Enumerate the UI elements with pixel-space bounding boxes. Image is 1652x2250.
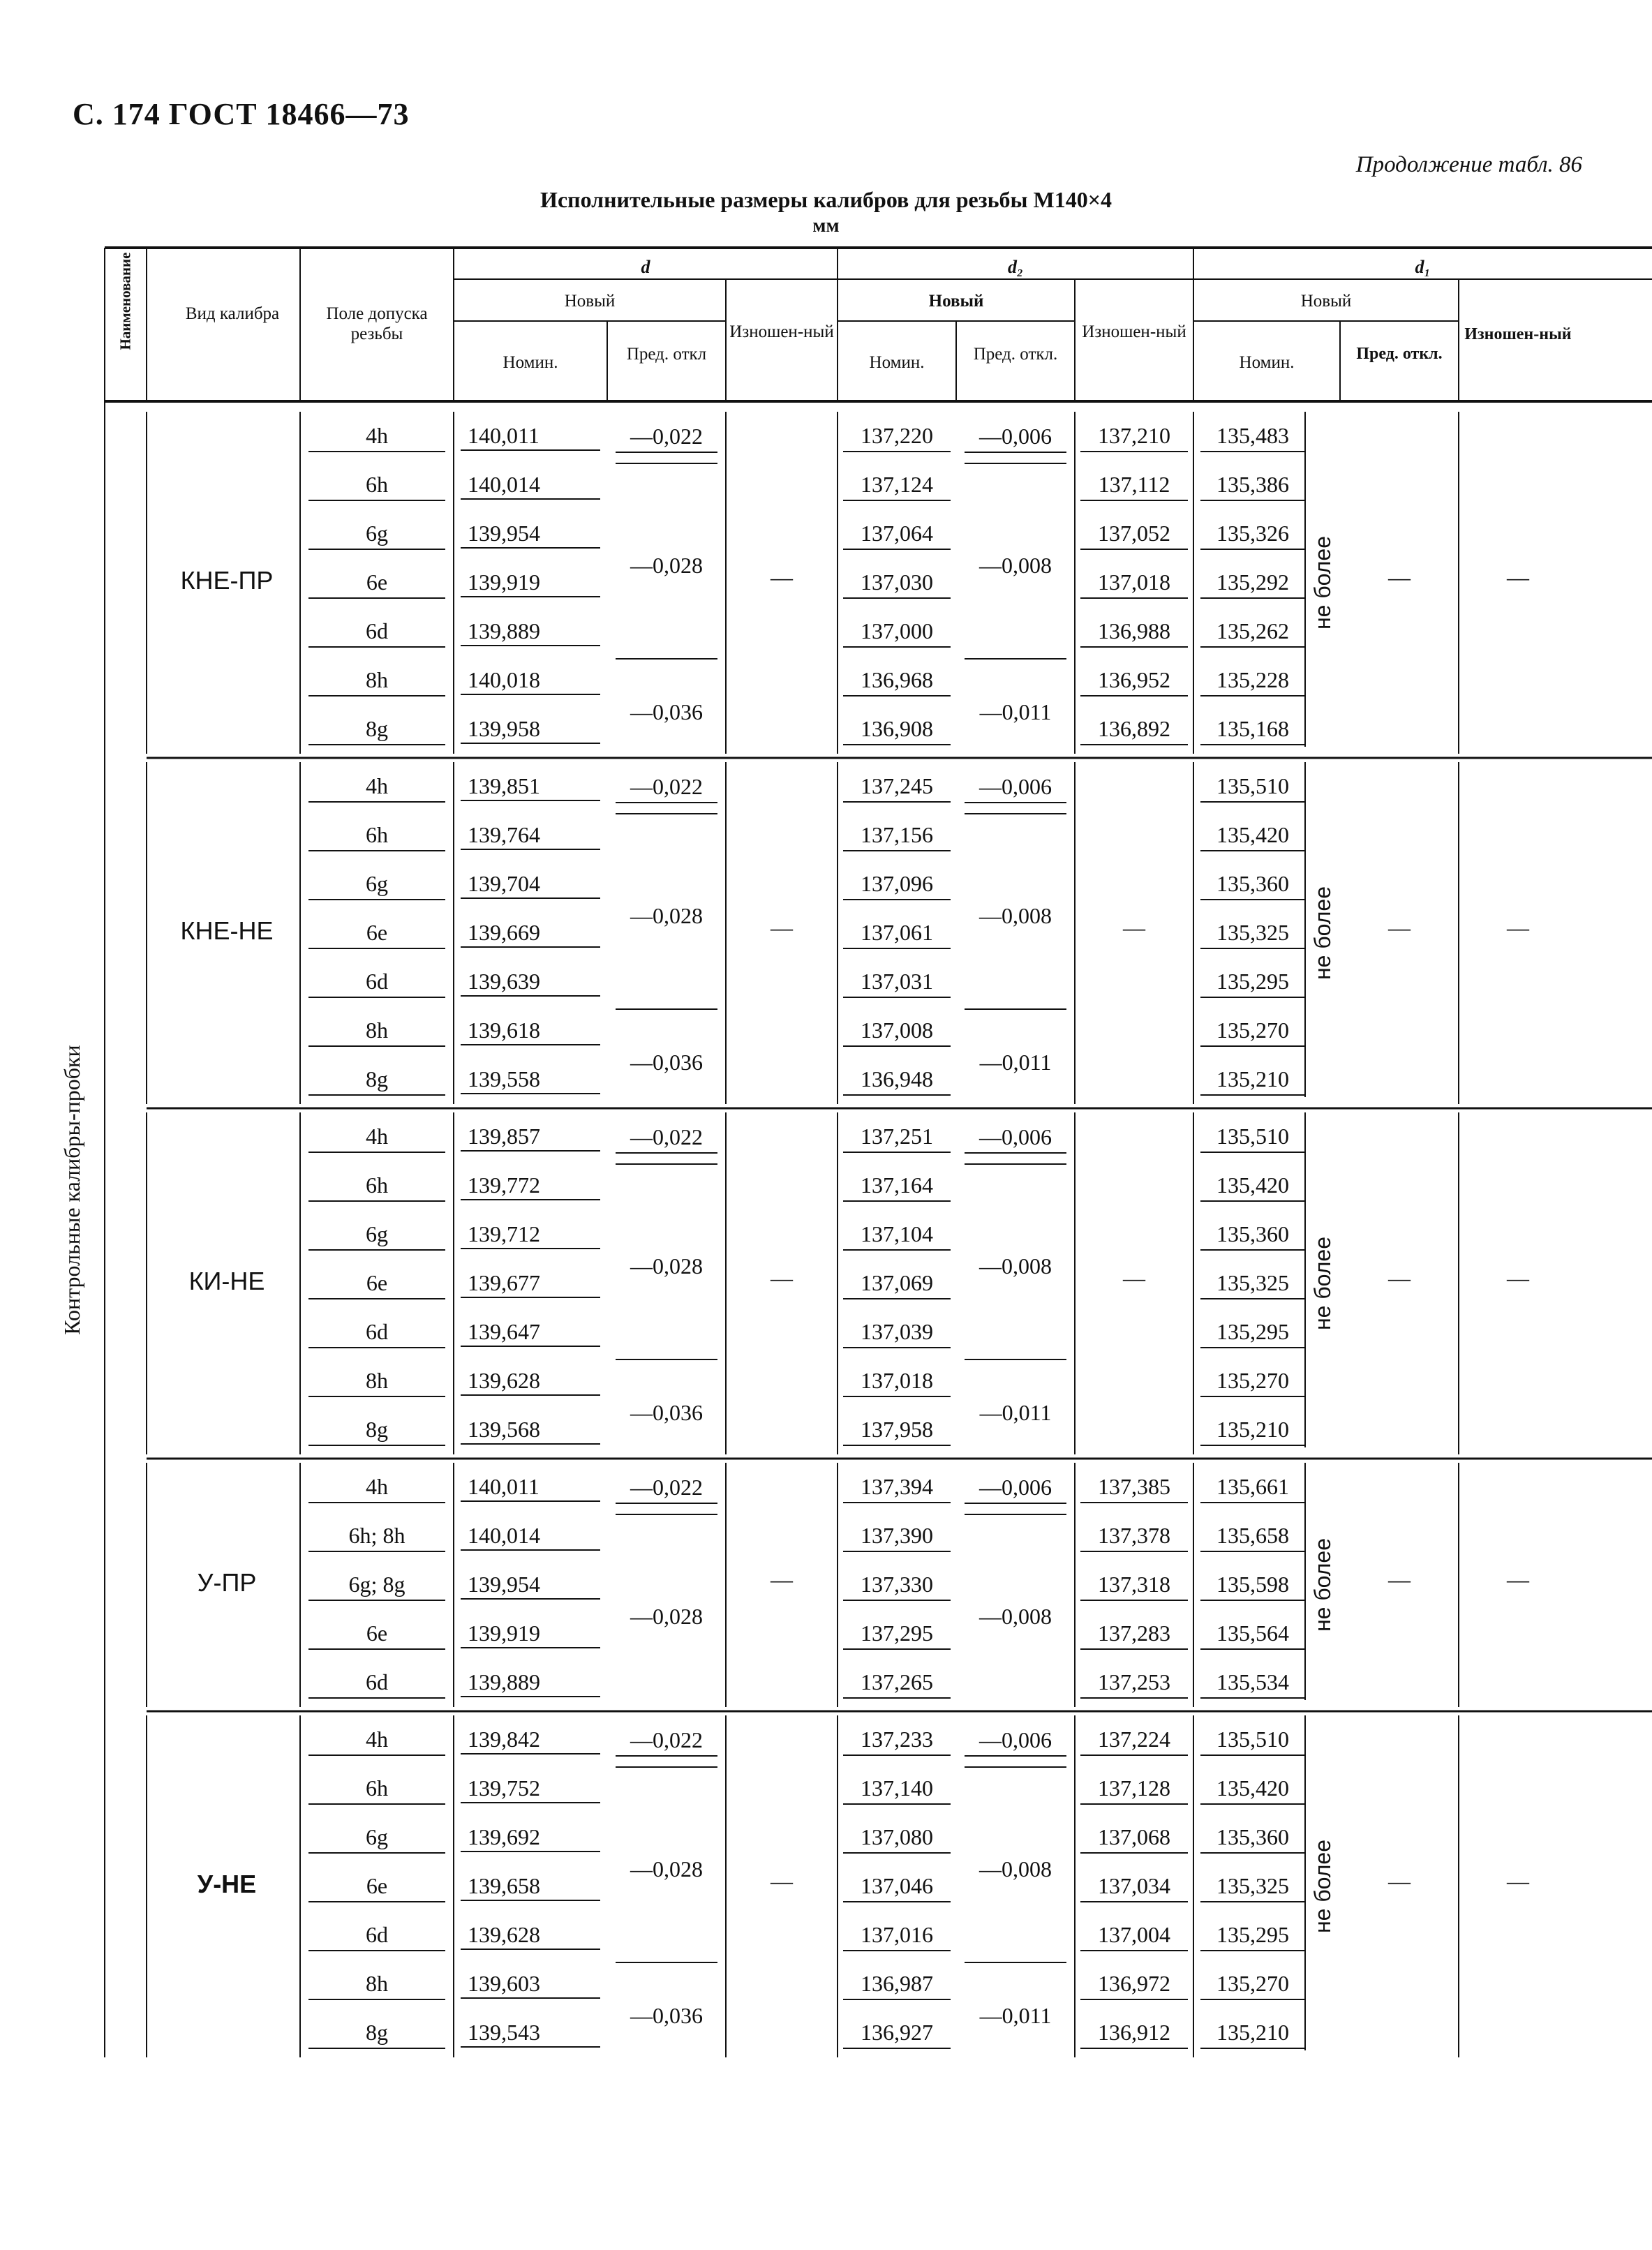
tolerance-cell: 6g	[308, 1821, 445, 1854]
not-more-label: не более	[1310, 1537, 1335, 1632]
d2-nominal-cell: 136,927	[843, 2017, 951, 2049]
d-nominal-cell: 139,842	[461, 1724, 600, 1754]
d-nominal-cell: 139,889	[461, 1667, 600, 1697]
d2-nominal-cell: 137,265	[843, 1667, 951, 1699]
column-header-d-nominal: Номин.	[503, 353, 558, 372]
d2-worn-cell: 136,972	[1080, 1968, 1188, 2000]
tolerance-cell: 6g; 8g	[308, 1569, 445, 1601]
d2-nominal-cell: 136,908	[843, 713, 951, 745]
column-header-d2-deviation: Пред. откл.	[973, 345, 1058, 364]
d2-deviation-cell: —0,006	[965, 1472, 1066, 1504]
d-deviation-cell: —0,028	[630, 1253, 703, 1279]
d2-worn-cell: 137,385	[1080, 1471, 1188, 1503]
d1-nominal-cell: 135,510	[1200, 1121, 1305, 1153]
d2-deviation-cell: —0,008	[979, 1856, 1052, 1882]
d-deviation-cell: —0,028	[630, 1604, 703, 1629]
d2-nominal-cell: 137,390	[843, 1520, 951, 1552]
d2-deviation-cell: —0,011	[979, 1050, 1052, 1075]
d2-nominal-cell: 136,948	[843, 1064, 951, 1096]
d-nominal-cell: 139,954	[461, 518, 600, 549]
tolerance-cell: 6e	[308, 1870, 445, 1902]
tolerance-cell: 4h	[308, 1724, 445, 1756]
d1-nominal-cell: 135,564	[1200, 1618, 1305, 1650]
column-header-d2-nominal: Номин.	[869, 353, 925, 372]
d2-deviation-cell: —0,008	[979, 903, 1052, 928]
d-nominal-cell: 139,857	[461, 1121, 600, 1152]
tolerance-cell: 4h	[308, 1121, 445, 1153]
column-header-d1-worn: Изношен-ный	[1464, 325, 1572, 343]
d-nominal-cell: 139,772	[461, 1170, 600, 1200]
d1-nominal-cell: 135,270	[1200, 1365, 1305, 1397]
d1-nominal-cell: 135,325	[1200, 1267, 1305, 1299]
d1-nominal-cell: 135,420	[1200, 819, 1305, 851]
category-label: Контрольные калибры-пробки	[59, 1045, 84, 1335]
group-name: КИ-НЕ	[188, 1267, 265, 1295]
d-nominal-cell: 140,011	[461, 1471, 600, 1502]
d2-worn-cell: 137,253	[1080, 1667, 1188, 1699]
tolerance-cell: 4h	[308, 770, 445, 803]
tolerance-cell: 8g	[308, 1064, 445, 1096]
d1-nominal-cell: 135,420	[1200, 1170, 1305, 1202]
tolerance-cell: 8g	[308, 2017, 445, 2049]
tolerance-cell: 6g	[308, 518, 445, 550]
d-nominal-cell: 139,543	[461, 2017, 600, 2048]
d1-nominal-cell: 135,510	[1200, 770, 1305, 803]
d-nominal-cell: 139,919	[461, 1618, 600, 1648]
column-header-d-deviation: Пред. откл	[626, 345, 707, 364]
d-nominal-cell: 139,647	[461, 1316, 600, 1347]
d-deviation-cell: —0,036	[630, 1400, 703, 1425]
d2-worn-cell: 137,128	[1080, 1773, 1188, 1805]
d2-nominal-cell: 137,080	[843, 1821, 951, 1854]
d2-worn-cell: 137,378	[1080, 1520, 1188, 1552]
d1-nominal-cell: 135,483	[1200, 420, 1305, 452]
d2-nominal-cell: 137,061	[843, 917, 951, 949]
d2-worn-cell: 136,912	[1080, 2017, 1188, 2049]
d-nominal-cell: 139,954	[461, 1569, 600, 1600]
d1-worn-dash: —	[1507, 1265, 1529, 1290]
d1-nominal-cell: 135,270	[1200, 1968, 1305, 2000]
tolerance-cell: 6d	[308, 1919, 445, 1951]
group-name: У-НЕ	[197, 1870, 257, 1898]
d1-nominal-cell: 135,262	[1200, 616, 1305, 648]
d1-nominal-cell: 135,210	[1200, 2017, 1305, 2049]
d1-worn-dash: —	[1507, 1868, 1529, 1893]
d2-nominal-cell: 136,987	[843, 1968, 951, 2000]
d1-deviation-dash: —	[1388, 1868, 1411, 1893]
d2-nominal-cell: 137,031	[843, 966, 951, 998]
d-nominal-cell: 139,628	[461, 1365, 600, 1396]
d2-worn-cell: 136,988	[1080, 616, 1188, 648]
d-nominal-cell: 139,618	[461, 1015, 600, 1045]
column-header-d1-nominal: Номин.	[1239, 353, 1295, 372]
tolerance-cell: 8h	[308, 664, 445, 696]
d2-worn-cell: 137,112	[1080, 469, 1188, 501]
d2-worn-dash: —	[1123, 915, 1145, 940]
d2-worn-cell: 137,318	[1080, 1569, 1188, 1601]
d2-nominal-cell: 137,233	[843, 1724, 951, 1756]
d2-deviation-cell: —0,006	[965, 1724, 1066, 1757]
d1-nominal-cell: 135,598	[1200, 1569, 1305, 1601]
d2-nominal-cell: 137,039	[843, 1316, 951, 1348]
d2-worn-cell: 137,018	[1080, 567, 1188, 599]
d-nominal-cell: 139,628	[461, 1919, 600, 1950]
d2-nominal-cell: 137,016	[843, 1919, 951, 1951]
column-header-d: d	[641, 257, 650, 277]
d2-nominal-cell: 137,140	[843, 1773, 951, 1805]
d1-nominal-cell: 135,292	[1200, 567, 1305, 599]
tolerance-cell: 6d	[308, 1316, 445, 1348]
d2-nominal-cell: 137,330	[843, 1569, 951, 1601]
column-header-d-worn: Изношен-ный	[729, 322, 834, 341]
d1-nominal-cell: 135,420	[1200, 1773, 1305, 1805]
d-nominal-cell: 139,639	[461, 966, 600, 997]
d1-nominal-cell: 135,360	[1200, 868, 1305, 900]
tolerance-cell: 6e	[308, 567, 445, 599]
d1-nominal-cell: 135,325	[1200, 917, 1305, 949]
tolerance-cell: 8h	[308, 1015, 445, 1047]
d2-nominal-cell: 137,164	[843, 1170, 951, 1202]
column-header-d2-worn: Изношен-ный	[1082, 322, 1186, 341]
d-nominal-cell: 140,014	[461, 469, 600, 500]
d1-deviation-dash: —	[1388, 915, 1411, 940]
d-nominal-cell: 139,704	[461, 868, 600, 899]
d-deviation-cell: —0,022	[616, 421, 717, 453]
not-more-label: не более	[1310, 535, 1335, 630]
units-label: мм	[812, 215, 840, 237]
d1-deviation-dash: —	[1388, 565, 1411, 590]
d-worn-dash: —	[771, 1868, 793, 1893]
page-header: С. 174 ГОСТ 18466—73	[73, 97, 410, 131]
d-deviation-cell: —0,022	[616, 1122, 717, 1154]
d-deviation-cell: —0,022	[616, 771, 717, 803]
d-nominal-cell: 139,568	[461, 1414, 600, 1445]
column-header-d2: d₂	[1007, 257, 1024, 277]
tolerance-cell: 4h	[308, 420, 445, 452]
d2-deviation-cell: —0,006	[965, 421, 1066, 453]
tolerance-cell: 6d	[308, 966, 445, 998]
d2-nominal-cell: 136,968	[843, 664, 951, 696]
d-nominal-cell: 139,889	[461, 616, 600, 646]
d2-worn-dash: —	[1123, 1265, 1145, 1290]
d2-deviation-cell: —0,011	[979, 2003, 1052, 2028]
d2-deviation-cell: —0,008	[979, 1253, 1052, 1279]
tolerance-cell: 4h	[308, 1471, 445, 1503]
d2-deviation-cell: —0,008	[979, 553, 1052, 578]
d2-deviation-cell: —0,006	[965, 771, 1066, 803]
d-nominal-cell: 139,851	[461, 770, 600, 801]
d1-worn-dash: —	[1507, 565, 1529, 590]
tolerance-cell: 6e	[308, 1267, 445, 1299]
d2-worn-cell: 137,224	[1080, 1724, 1188, 1756]
d-nominal-cell: 139,712	[461, 1219, 600, 1249]
d1-nominal-cell: 135,360	[1200, 1219, 1305, 1251]
d2-nominal-cell: 137,018	[843, 1365, 951, 1397]
tolerance-cell: 8h	[308, 1365, 445, 1397]
d2-nominal-cell: 137,124	[843, 469, 951, 501]
d-deviation-cell: —0,036	[630, 2003, 703, 2028]
d-worn-dash: —	[771, 565, 793, 590]
d1-nominal-cell: 135,510	[1200, 1724, 1305, 1756]
d2-deviation-cell: —0,011	[979, 699, 1052, 724]
d-deviation-cell: —0,028	[630, 1856, 703, 1882]
d2-worn-cell: 137,034	[1080, 1870, 1188, 1902]
tolerance-cell: 6d	[308, 1667, 445, 1699]
d2-deviation-cell: —0,011	[979, 1400, 1052, 1425]
d-nominal-cell: 139,558	[461, 1064, 600, 1094]
d2-worn-cell: 137,068	[1080, 1821, 1188, 1854]
group-name: КНЕ-ПР	[180, 566, 274, 595]
column-header-name: Наименование	[117, 252, 134, 350]
tolerance-cell: 6d	[308, 616, 445, 648]
table-title: Исполнительные размеры калибров для резьбы М140×4	[540, 187, 1112, 212]
d2-nominal-cell: 137,104	[843, 1219, 951, 1251]
column-header-d1: d₁	[1415, 257, 1431, 277]
tolerance-cell: 6h	[308, 819, 445, 851]
d2-nominal-cell: 137,295	[843, 1618, 951, 1650]
d-worn-dash: —	[771, 1265, 793, 1290]
d-nominal-cell: 139,764	[461, 819, 600, 850]
d2-nominal-cell: 137,251	[843, 1121, 951, 1153]
column-header-d1-new: Новый	[1300, 292, 1352, 311]
d-deviation-cell: —0,036	[630, 1050, 703, 1075]
d-deviation-cell: —0,022	[616, 1472, 717, 1504]
d-nominal-cell: 140,014	[461, 1520, 600, 1551]
d2-nominal-cell: 137,000	[843, 616, 951, 648]
d1-nominal-cell: 135,360	[1200, 1821, 1305, 1854]
d2-nominal-cell: 137,958	[843, 1414, 951, 1446]
d2-worn-cell: 136,952	[1080, 664, 1188, 696]
tolerance-cell: 8g	[308, 1414, 445, 1446]
tolerance-cell: 6h	[308, 1170, 445, 1202]
d-nominal-cell: 140,018	[461, 664, 600, 695]
tolerance-cell: 6g	[308, 1219, 445, 1251]
d1-nominal-cell: 135,534	[1200, 1667, 1305, 1699]
column-header-d2-new: Новый	[928, 292, 984, 311]
d-deviation-cell: —0,022	[616, 1724, 717, 1757]
column-header-tolerance: Поле допуска резьбы	[326, 304, 428, 343]
tolerance-cell: 6h; 8h	[308, 1520, 445, 1552]
d-deviation-cell: —0,028	[630, 903, 703, 928]
d1-nominal-cell: 135,210	[1200, 1414, 1305, 1446]
d-worn-dash: —	[771, 1567, 793, 1592]
d-nominal-cell: 139,919	[461, 567, 600, 597]
column-header-d1-deviation: Пред. откл.	[1356, 345, 1443, 363]
d1-nominal-cell: 135,295	[1200, 1316, 1305, 1348]
tolerance-cell: 6h	[308, 1773, 445, 1805]
d2-worn-cell: 136,892	[1080, 713, 1188, 745]
not-more-label: не более	[1310, 886, 1335, 981]
d1-nominal-cell: 135,295	[1200, 966, 1305, 998]
d2-nominal-cell: 137,064	[843, 518, 951, 550]
d2-nominal-cell: 137,030	[843, 567, 951, 599]
tolerance-cell: 6e	[308, 1618, 445, 1650]
d-deviation-cell: —0,028	[630, 553, 703, 578]
d1-nominal-cell: 135,228	[1200, 664, 1305, 696]
column-header-d-new: Новый	[564, 292, 616, 311]
d2-deviation-cell: —0,006	[965, 1122, 1066, 1154]
d2-deviation-cell: —0,008	[979, 1604, 1052, 1629]
d2-worn-cell: 137,210	[1080, 420, 1188, 452]
d-nominal-cell: 139,658	[461, 1870, 600, 1901]
d1-nominal-cell: 135,210	[1200, 1064, 1305, 1096]
d-nominal-cell: 139,958	[461, 713, 600, 744]
d1-deviation-dash: —	[1388, 1567, 1411, 1592]
d2-nominal-cell: 137,156	[843, 819, 951, 851]
d1-nominal-cell: 135,326	[1200, 518, 1305, 550]
tolerance-cell: 8g	[308, 713, 445, 745]
tolerance-cell: 6g	[308, 868, 445, 900]
d1-deviation-dash: —	[1388, 1265, 1411, 1290]
d2-worn-cell: 137,004	[1080, 1919, 1188, 1951]
d1-worn-dash: —	[1507, 915, 1529, 940]
d-deviation-cell: —0,036	[630, 699, 703, 724]
d2-nominal-cell: 137,008	[843, 1015, 951, 1047]
not-more-label: не более	[1310, 1236, 1335, 1331]
d-worn-dash: —	[771, 915, 793, 940]
tolerance-cell: 6e	[308, 917, 445, 949]
d-nominal-cell: 139,752	[461, 1773, 600, 1803]
d1-nominal-cell: 135,386	[1200, 469, 1305, 501]
d-nominal-cell: 139,677	[461, 1267, 600, 1298]
d2-nominal-cell: 137,220	[843, 420, 951, 452]
d-nominal-cell: 140,011	[461, 420, 600, 451]
d2-nominal-cell: 137,069	[843, 1267, 951, 1299]
d-nominal-cell: 139,692	[461, 1821, 600, 1852]
table-continuation-note: Продолжение табл. 86	[1355, 152, 1582, 177]
d1-worn-dash: —	[1507, 1567, 1529, 1592]
tolerance-cell: 8h	[308, 1968, 445, 2000]
tolerance-cell: 6h	[308, 469, 445, 501]
d2-worn-cell: 137,283	[1080, 1618, 1188, 1650]
d-nominal-cell: 139,669	[461, 917, 600, 948]
d-nominal-cell: 139,603	[461, 1968, 600, 1999]
d1-nominal-cell: 135,661	[1200, 1471, 1305, 1503]
d2-nominal-cell: 137,394	[843, 1471, 951, 1503]
d1-nominal-cell: 135,658	[1200, 1520, 1305, 1552]
group-name: У-ПР	[197, 1568, 257, 1597]
d1-nominal-cell: 135,168	[1200, 713, 1305, 745]
d1-nominal-cell: 135,270	[1200, 1015, 1305, 1047]
d1-nominal-cell: 135,295	[1200, 1919, 1305, 1951]
group-name: КНЕ-НЕ	[180, 916, 274, 945]
d2-worn-cell: 137,052	[1080, 518, 1188, 550]
d2-nominal-cell: 137,096	[843, 868, 951, 900]
column-header-kind: Вид калибра	[185, 304, 280, 323]
not-more-label: не более	[1310, 1839, 1335, 1934]
d2-nominal-cell: 137,245	[843, 770, 951, 803]
d2-nominal-cell: 137,046	[843, 1870, 951, 1902]
d1-nominal-cell: 135,325	[1200, 1870, 1305, 1902]
